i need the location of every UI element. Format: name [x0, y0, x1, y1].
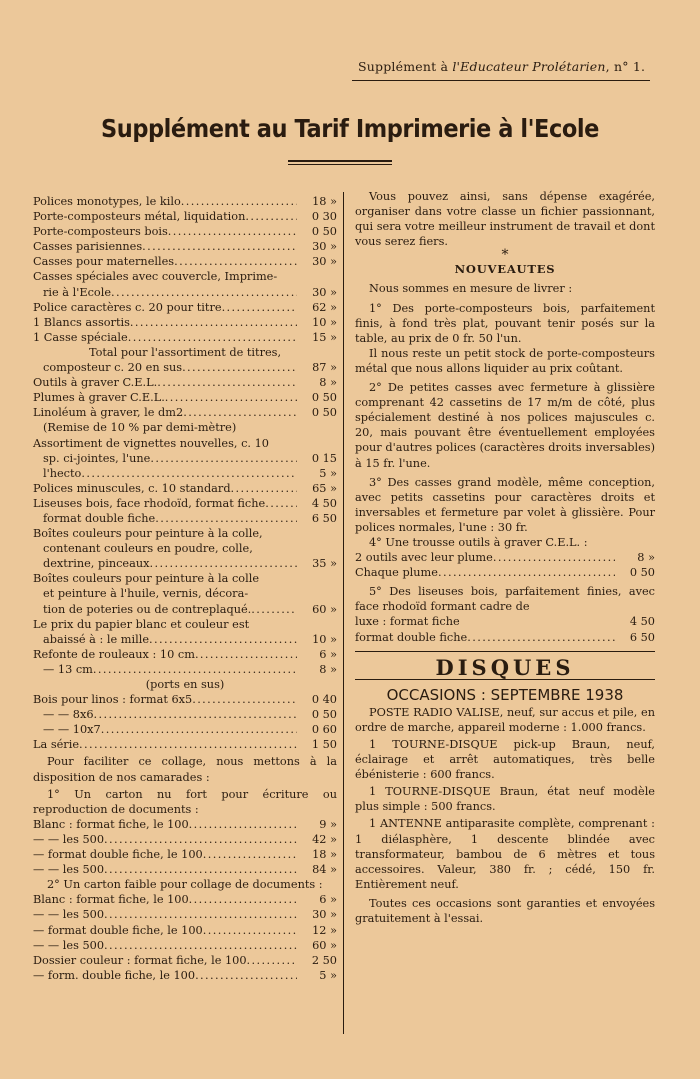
price-row — [33, 817, 337, 832]
nouveautes-intro: Nous sommes en mesure de livrer : — [369, 282, 573, 296]
price-row — [33, 194, 337, 209]
price-row — [33, 923, 337, 938]
page-title: Supplément au Tarif Imprimerie à l'Ecole — [101, 114, 599, 143]
occasion-tourne-disque-1: 1 TOURNE-DISQUE pick-up Braun, neuf, éclairage et arrêt automatiques, très belle ébénisterie : 600 francs. — [355, 738, 655, 782]
nouveaute-5: 5° Des liseuses bois, parfaitement finies, avec face rhodoïd formant cadre de — [355, 585, 655, 614]
item-price: 4 50 — [311, 496, 337, 510]
occasion-garantie: Toutes ces occasions sont garanties et envoyées gratuitement à l'essai. — [355, 896, 655, 926]
price-row — [355, 550, 655, 565]
item-price: 0 60 — [311, 723, 337, 737]
leader-dots — [150, 451, 297, 466]
price-row — [33, 953, 337, 968]
price-row — [33, 360, 337, 375]
leader-dots — [81, 466, 297, 481]
price-row — [33, 285, 337, 300]
leader-dots — [467, 630, 615, 645]
nouveaute-1: 1° Des porte-composteurs bois, parfaitement finis, à fond très plat, pouvant tenir posés sur la table, au prix de 0 fr. 50 l'un. — [355, 301, 655, 345]
occasions-heading: OCCASIONS : SEPTEMBRE 1938 — [386, 685, 624, 704]
leader-dots — [142, 239, 297, 254]
intro-paragraph: Vous pouvez ainsi, sans dépense exagérée, organiser dans votre classe un fichier passionnant, qui sera votre meilleur instrument de travail et dont vous serez fiers. — [355, 190, 655, 249]
item-price: 6 » — [319, 647, 337, 661]
price-row — [33, 832, 337, 847]
item-label: format double fiche — [43, 511, 156, 525]
price-row — [33, 405, 337, 420]
item-price: 8 » — [637, 551, 655, 565]
item-label: Polices minuscules, c. 10 standard — [33, 481, 231, 495]
header-suffix: , n° 1. — [605, 59, 646, 74]
item-price: 30 » — [312, 908, 337, 922]
item-price: 0 50 — [629, 566, 655, 580]
leader-dots — [165, 390, 297, 405]
item-label: Casses parisiennes — [33, 240, 143, 254]
leader-dots — [93, 662, 297, 677]
item-price: 0 30 — [311, 210, 337, 224]
price-list-carton-faible — [33, 892, 337, 983]
price-row — [355, 565, 655, 580]
item-label: Le prix du papier blanc et couleur est — [33, 617, 250, 631]
leader-dots — [203, 923, 297, 938]
item-label: — — les 500 — [33, 863, 105, 877]
item-price: 12 » — [312, 923, 337, 937]
price-row — [33, 315, 337, 330]
price-row — [33, 907, 337, 922]
leader-dots — [195, 968, 297, 983]
item-price: 2 50 — [311, 953, 337, 967]
price-row — [33, 541, 337, 556]
price-row — [33, 420, 337, 435]
item-label: Linoléum à graver, le dm2 — [33, 406, 184, 420]
price-row — [33, 269, 337, 284]
item-price: 8 » — [319, 376, 337, 390]
item-label: et peinture à l'huile, vernis, décora- — [43, 587, 249, 601]
price-row — [33, 209, 337, 224]
item-price: 35 » — [312, 557, 337, 571]
leader-dots — [79, 737, 297, 752]
leader-dots — [104, 862, 297, 877]
item-price: 10 » — [312, 632, 337, 646]
item-price: 5 » — [319, 466, 337, 480]
item-label: Refonte de rouleaux : 10 cm — [33, 647, 195, 661]
nouveaute-2: 2° De petites casses avec fermeture à glissière comprenant 42 cassetins de 17 m/m de côté, plus spécialement destiné à nos polices majuscules c. 20, mais pouvant être éventuellement employées pour d'autres polices (caractères droits inversables) à 15 fr. l'une. — [355, 381, 655, 470]
price-row — [33, 239, 337, 254]
item-price: 87 » — [312, 361, 337, 375]
right-column — [355, 189, 655, 926]
leader-dots — [251, 602, 297, 617]
item-price: 62 » — [312, 300, 337, 314]
leader-dots — [222, 300, 297, 315]
paragraph-collage: Pour faciliter ce collage, nous mettons à la disposition de nos camarades : — [33, 755, 337, 784]
leader-dots — [245, 209, 297, 224]
item-label: — — les 500 — [33, 832, 105, 846]
column-divider — [343, 192, 344, 1034]
item-label: Plumes à graver C.E.L. — [33, 391, 165, 405]
item-price: 30 » — [312, 255, 337, 269]
price-row — [355, 614, 655, 629]
leader-dots — [189, 817, 297, 832]
item-price: 30 » — [312, 240, 337, 254]
price-row — [33, 938, 337, 953]
price-row — [33, 571, 337, 586]
leader-dots — [101, 722, 297, 737]
item-label: sp. ci-jointes, l'une — [43, 451, 151, 465]
price-row — [33, 496, 337, 511]
leader-dots — [265, 496, 297, 511]
occasion-radio: POSTE RADIO VALISE, neuf, sur accus et pile, en ordre de marche, appareil moderne : 1.000 francs. — [355, 705, 655, 734]
item-price: 8 » — [319, 662, 337, 676]
item-price: 0 50 — [311, 225, 337, 239]
item-price: 4 50 — [629, 615, 655, 629]
item-label: Porte-composteurs bois — [33, 225, 168, 239]
item-label: Blanc : format fiche, le 100 — [33, 817, 189, 831]
item-price: 0 40 — [311, 693, 337, 707]
item-label: 1 Blancs assortis — [33, 315, 130, 329]
left-column — [33, 194, 337, 983]
price-row — [33, 737, 337, 752]
item-price: 10 » — [312, 315, 337, 329]
item-label: — format double fiche, le 100 — [33, 923, 203, 937]
item-price: 1 50 — [311, 738, 337, 752]
item-price: 30 » — [312, 285, 337, 299]
price-row — [33, 602, 337, 617]
price-row — [33, 481, 337, 496]
item-price: 18 » — [312, 195, 337, 208]
item-label: Casses spéciales avec couvercle, Imprime- — [33, 270, 278, 284]
item-label: Bois pour linos : format 6x5 — [33, 693, 193, 707]
leader-dots — [181, 194, 297, 209]
leader-dots — [182, 360, 297, 375]
title-rule-thin — [288, 164, 392, 165]
price-row — [355, 630, 655, 645]
price-row — [33, 617, 337, 632]
item-label: format double fiche — [355, 630, 468, 644]
price-row — [33, 677, 337, 692]
item-label: Assortiment de vignettes nouvelles, c. 10 — [33, 436, 269, 450]
leader-dots — [150, 556, 298, 571]
item-label: Boîtes couleurs pour peinture à la colle, — [33, 527, 263, 541]
leader-dots — [192, 692, 297, 707]
item-label: — — 8x6 — [43, 708, 94, 722]
price-row — [33, 586, 337, 601]
item-price: 6 » — [319, 893, 337, 907]
item-price: 9 » — [319, 817, 337, 831]
leader-dots — [130, 315, 297, 330]
item-label: l'hecto — [43, 466, 82, 480]
leader-dots — [195, 647, 297, 662]
leader-dots — [183, 405, 297, 420]
leader-dots — [128, 330, 297, 345]
item-label: Outils à graver C.E.L. — [33, 376, 158, 390]
leader-dots — [94, 707, 297, 722]
item-price: 18 » — [312, 848, 337, 862]
item-price: 6 50 — [629, 630, 655, 644]
item-label: Total pour l'assortiment de titres, — [88, 345, 282, 359]
trousse-list — [355, 550, 655, 580]
price-row — [33, 526, 337, 541]
price-row — [33, 647, 337, 662]
item-label: (ports en sus) — [145, 678, 225, 691]
item-label: Chaque plume — [355, 566, 438, 580]
leader-dots — [149, 632, 297, 647]
occasion-antenne: 1 ANTENNE antiparasite complète, comprenant : 1 diélasphère, 1 descente blindée avec transformateur, bambou de 6 mètres et tous accessoires. Valeur, 380 fr. ; cédé, 150 fr. Entièrement neuf. — [355, 817, 655, 891]
nouveaute-1b: Il nous reste un petit stock de porte-composteurs métal que nous allons liquider au prix coûtant. — [355, 346, 655, 375]
price-row — [33, 224, 337, 239]
nouveaute-4: 4° Une trousse outils à graver C.E.L. : — [369, 535, 588, 549]
header-prefix: Supplément à — [358, 59, 453, 74]
item-price: 0 50 — [311, 391, 337, 405]
item-label: — — les 500 — [33, 908, 105, 922]
price-row — [33, 466, 337, 481]
item-label: — format double fiche, le 100 — [33, 848, 203, 862]
section-carton-faible: 2° Un carton faible pour collage de documents : — [47, 878, 323, 892]
item-label: Dossier couleur : format fiche, le 100 — [33, 953, 247, 967]
price-row — [33, 722, 337, 737]
item-price: 65 » — [312, 481, 337, 495]
occasion-tourne-disque-2: 1 TOURNE-DISQUE Braun, état neuf modèle plus simple : 500 francs. — [355, 785, 655, 814]
leader-dots — [104, 938, 297, 953]
item-label: Liseuses bois, face rhodoïd, format fiche — [33, 496, 266, 510]
title-rule — [288, 160, 392, 162]
price-row — [33, 662, 337, 677]
leader-dots — [231, 481, 297, 496]
price-row — [33, 847, 337, 862]
leader-dots — [104, 907, 297, 922]
item-label: tion de poteries ou de contreplaqué. — [43, 602, 252, 616]
price-row — [33, 632, 337, 647]
item-price: 0 50 — [311, 406, 337, 420]
item-label: La série — [33, 738, 80, 752]
price-row — [33, 345, 337, 360]
item-label: — — les 500 — [33, 938, 105, 952]
item-label: 1 Casse spéciale — [33, 330, 128, 344]
disques-rule-top — [355, 651, 655, 652]
item-label: Porte-composteurs métal, liquidation — [33, 210, 246, 224]
price-row — [33, 707, 337, 722]
price-row — [33, 892, 337, 907]
leader-dots — [157, 375, 297, 390]
nouveaute-3: 3° Des casses grand modèle, même conception, avec petits cassetins pour caractères droits et inversables et fermeture par volet à glissière. Pour polices normales, l'une : 30 fr. — [355, 475, 655, 534]
price-row — [33, 375, 337, 390]
price-list-carton-fort — [33, 817, 337, 877]
item-label: — form. double fiche, le 100 — [33, 968, 196, 982]
item-label: Police caractères c. 20 pour titre — [33, 300, 222, 314]
item-label: (Remise de 10 % par demi-mètre) — [43, 421, 237, 435]
item-price: 0 50 — [311, 708, 337, 722]
header-rule — [352, 80, 650, 81]
item-price: 0 15 — [311, 451, 337, 465]
section-carton-fort: 1° Un carton nu fort pour écriture ou reproduction de documents : — [33, 787, 337, 816]
price-row — [33, 968, 337, 983]
leader-dots — [203, 847, 297, 862]
item-price: 5 » — [319, 968, 337, 982]
price-row — [33, 390, 337, 405]
item-label: luxe : format fiche — [355, 615, 460, 629]
item-label: contenant couleurs en poudre, colle, — [43, 542, 253, 556]
disques-heading: DISQUES — [435, 654, 575, 680]
leader-dots — [189, 892, 297, 907]
price-row — [33, 254, 337, 269]
item-label: Blanc : format fiche, le 100 — [33, 893, 189, 907]
item-label: dextrine, pinceaux — [43, 557, 150, 571]
header-journal: l'Educateur Prolétarien — [452, 59, 606, 74]
separator-star: * — [501, 247, 509, 264]
liseuse-list — [355, 614, 655, 644]
item-label: — — 10x7 — [43, 723, 101, 737]
leader-dots — [104, 832, 297, 847]
item-price: 15 » — [312, 330, 337, 344]
price-row — [33, 451, 337, 466]
leader-dots — [155, 511, 297, 526]
item-price: 42 » — [312, 832, 337, 846]
price-row — [33, 330, 337, 345]
price-row — [33, 436, 337, 451]
item-price: 6 50 — [311, 511, 337, 525]
item-label: rie à l'Ecole — [43, 285, 112, 299]
leader-dots — [247, 953, 297, 968]
item-price: 60 » — [312, 602, 337, 616]
leader-dots — [438, 565, 615, 580]
item-label: Casses pour maternelles — [33, 255, 175, 269]
leader-dots — [493, 550, 615, 565]
leader-dots — [111, 285, 297, 300]
price-row — [33, 556, 337, 571]
item-label: 2 outils avec leur plume — [355, 551, 493, 565]
price-row — [33, 511, 337, 526]
item-price: 84 » — [312, 863, 337, 877]
item-price: 60 » — [312, 938, 337, 952]
running-header — [358, 59, 648, 74]
item-label: — 13 cm — [43, 662, 93, 676]
price-row — [33, 692, 337, 707]
price-list — [33, 194, 337, 752]
item-label: composteur c. 20 en sus — [43, 361, 183, 375]
leader-dots — [168, 224, 297, 239]
item-label: Polices monotypes, le kilo — [33, 195, 181, 208]
price-row — [33, 862, 337, 877]
leader-dots — [174, 254, 297, 269]
nouveautes-heading: NOUVEAUTES — [454, 262, 556, 277]
item-label: abaissé à : le mille — [43, 632, 150, 646]
price-row — [33, 300, 337, 315]
item-label: Boîtes couleurs pour peinture à la colle — [33, 572, 259, 586]
